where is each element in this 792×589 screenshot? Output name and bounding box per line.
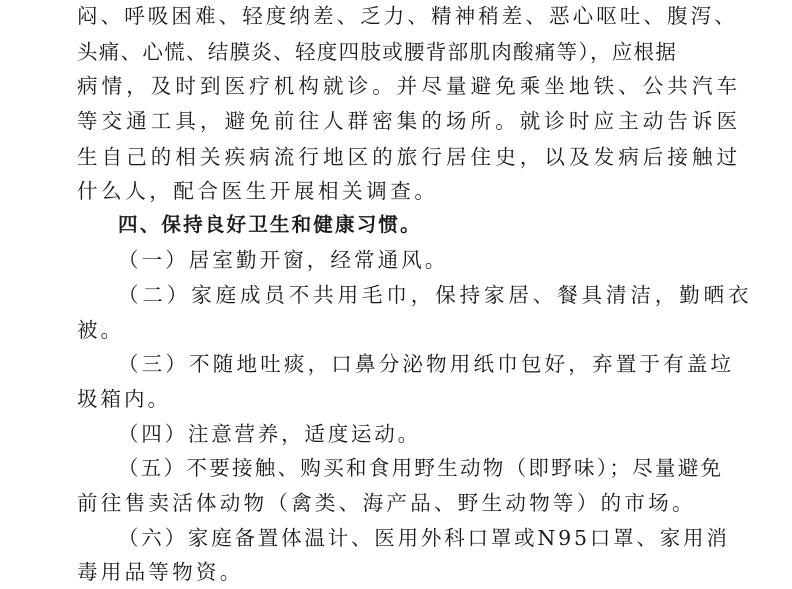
- text-line: （二）家庭成员不共用毛巾，保持家居、餐具清洁，勤晒衣: [118, 283, 753, 307]
- text-line: （三）不随地吐痰，口鼻分泌物用纸巾包好，弃置于有盖垃: [118, 352, 735, 376]
- text-line: 圾箱内。: [77, 387, 171, 411]
- text-line: （六）家庭备置体温计、医用外科口罩或N95口罩、家用消: [118, 526, 730, 550]
- text-line: 前往售卖活体动物（禽类、海产品、野生动物等）的市场。: [77, 491, 696, 515]
- text-line: （一）居室勤开窗，经常通风。: [118, 248, 449, 272]
- text-line: 毒用品等物资。: [77, 560, 244, 584]
- text-line: 头痛、心慌、结膜炎、轻度四肢或腰背部肌肉酸痛等），应根据: [77, 40, 678, 64]
- text-line: 被。: [77, 318, 124, 342]
- text-line: （五）不要接触、购买和食用野生动物（即野味）；尽量避免: [118, 456, 724, 480]
- text-line: 闷、呼吸困难、轻度纳差、乏力、精神稍差、恶心呕吐、腹泻、: [77, 4, 738, 28]
- section-heading: 四、保持良好卫生和健康习惯。: [118, 213, 422, 236]
- text-line: 生自己的相关疾病流行地区的旅行居住史，以及发病后接触过: [77, 145, 742, 169]
- text-line: 病情，及时到医疗机构就诊。并尽量避免乘坐地铁、公共汽车: [77, 74, 742, 98]
- text-line: （四）注意营养，适度运动。: [118, 422, 421, 446]
- text-line: 什么人，配合医生开展相关调查。: [77, 179, 439, 203]
- text-line: 等交通工具，避免前往人群密集的场所。就诊时应主动告诉医: [77, 109, 742, 133]
